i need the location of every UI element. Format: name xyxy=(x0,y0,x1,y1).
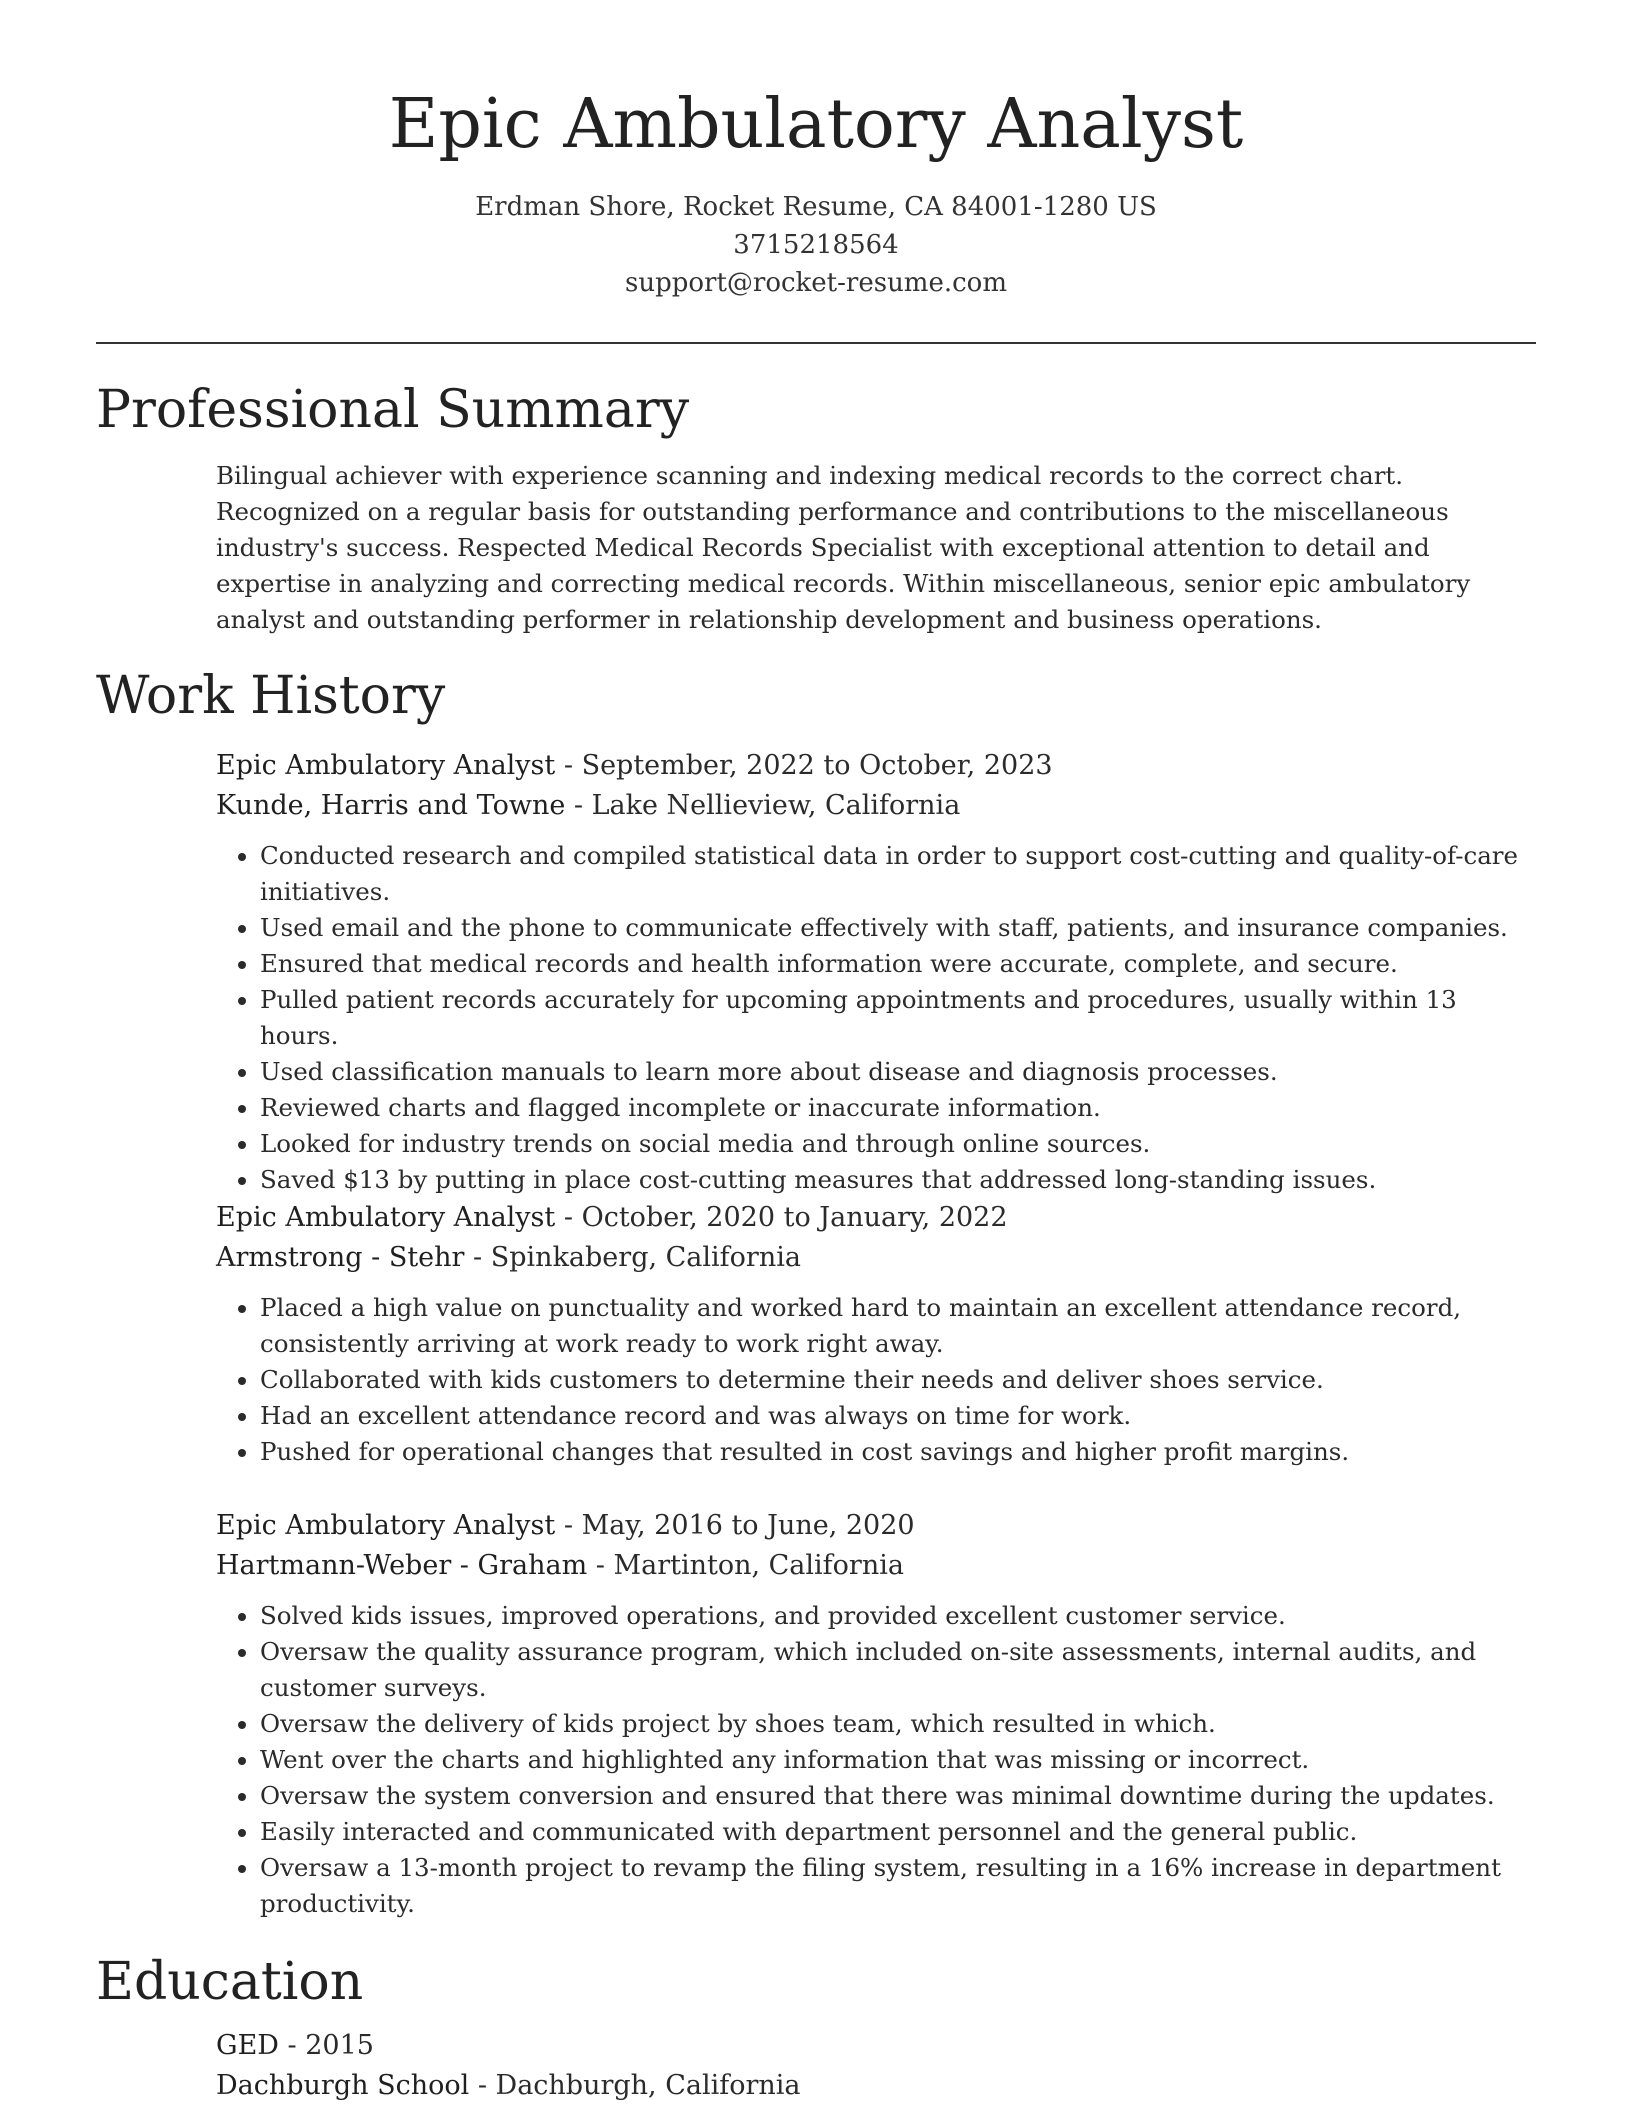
education-year: 2015 xyxy=(305,2030,374,2061)
job-bullet: • Placed a high value on punctuality and worked hard to maintain an excellent attendance record, consistently arriving at work ready to work right away. xyxy=(260,1290,1536,1362)
job-bullet: • Reviewed charts and flagged incomplete or inaccurate information. xyxy=(260,1090,1536,1126)
job-title-line xyxy=(216,1198,1536,1238)
job-bullet: • Easily interacted and communicated with department personnel and the general public. xyxy=(260,1814,1536,1850)
job-role: Epic Ambulatory Analyst xyxy=(216,1510,556,1541)
education-school-line xyxy=(216,2066,1536,2106)
job-bullets xyxy=(216,1598,1536,1922)
job-bullet: • Oversaw the delivery of kids project by shoes team, which resulted in which. xyxy=(260,1706,1536,1742)
job-bullet: • Had an excellent attendance record and was always on time for work. xyxy=(260,1398,1536,1434)
separator: - xyxy=(278,2030,306,2061)
job-dates: September, 2022 to October, 2023 xyxy=(581,750,1053,781)
summary-text: Bilingual achiever with experience scanning and indexing medical records to the correct chart. Recognized on a regular basis for outstanding performance and contributions to the miscellaneous industry's success. Respected Medical Records Specialist with exceptional attention to detail and expertise in analyzing and correcting medical records. Within miscellaneous, senior epic ambulatory analyst and outstanding performer in relationship development and business operations. xyxy=(216,461,1471,634)
education-entry xyxy=(216,2026,1536,2106)
job-entry xyxy=(216,1198,1536,1470)
job-bullet: • Went over the charts and highlighted any information that was missing or incorrect. xyxy=(260,1742,1536,1778)
job-title-line xyxy=(216,1506,1536,1546)
separator: - xyxy=(555,1202,582,1233)
job-bullet: • Oversaw a 13-month project to revamp the filing system, resulting in a 16% increase in department productivity. xyxy=(260,1850,1536,1922)
section-title-work-history: Work History xyxy=(96,666,446,726)
resume-header xyxy=(0,80,1632,302)
education-degree: GED xyxy=(216,2030,279,2061)
job-entry xyxy=(216,1506,1536,1922)
contact-address: Erdman Shore, Rocket Resume, CA 84001-1280 US xyxy=(475,192,1157,222)
job-employer-line xyxy=(216,1546,1536,1586)
job-dates: October, 2020 to January, 2022 xyxy=(581,1202,1008,1233)
job-role: Epic Ambulatory Analyst xyxy=(216,750,556,781)
job-role: Epic Ambulatory Analyst xyxy=(216,1202,556,1233)
job-bullet: • Conducted research and compiled statistical data in order to support cost-cutting and quality-of-care initiatives. xyxy=(260,838,1536,910)
job-entry xyxy=(216,746,1536,1198)
job-bullet: • Used email and the phone to communicate effectively with staff, patients, and insurance companies. xyxy=(260,910,1536,946)
job-location: Lake Nellieview, California xyxy=(591,790,961,821)
job-location: Martinton, California xyxy=(613,1550,904,1581)
job-bullet: • Looked for industry trends on social media and through online sources. xyxy=(260,1126,1536,1162)
job-bullet: • Collaborated with kids customers to determine their needs and deliver shoes service. xyxy=(260,1362,1536,1398)
separator: - xyxy=(555,1510,582,1541)
section-title-summary: Professional Summary xyxy=(96,380,690,440)
job-employer: Hartmann-Weber - Graham xyxy=(216,1550,588,1581)
job-bullet: • Saved $13 by putting in place cost-cutting measures that addressed long-standing issues. xyxy=(260,1162,1536,1198)
job-employer-line xyxy=(216,1238,1536,1278)
job-bullet: • Ensured that medical records and health information were accurate, complete, and secure. xyxy=(260,946,1536,982)
education-school: Dachburgh School xyxy=(216,2070,470,2101)
job-bullets xyxy=(216,1290,1536,1470)
separator: - xyxy=(469,2070,496,2101)
header-divider xyxy=(96,342,1536,344)
job-employer: Armstrong - Stehr xyxy=(216,1242,465,1273)
contact-phone: 3715218564 xyxy=(733,230,899,260)
contact-block xyxy=(0,188,1632,302)
separator: - xyxy=(565,790,592,821)
job-bullet: • Oversaw the system conversion and ensured that there was minimal downtime during the updates. xyxy=(260,1778,1536,1814)
job-employer-line xyxy=(216,786,1536,826)
job-bullets xyxy=(216,838,1536,1198)
separator: - xyxy=(587,1550,614,1581)
job-bullet: • Pushed for operational changes that resulted in cost savings and higher profit margins. xyxy=(260,1434,1536,1470)
separator: - xyxy=(464,1242,491,1273)
education-degree-line xyxy=(216,2026,1536,2066)
job-title-line xyxy=(216,746,1536,786)
job-bullet: • Used classification manuals to learn more about disease and diagnosis processes. xyxy=(260,1054,1536,1090)
job-bullet: • Oversaw the quality assurance program, which included on-site assessments, internal audits, and customer surveys. xyxy=(260,1634,1536,1706)
job-bullet: • Pulled patient records accurately for upcoming appointments and procedures, usually within 13 hours. xyxy=(260,982,1536,1054)
contact-email: support@rocket-resume.com xyxy=(624,268,1007,298)
job-employer: Kunde, Harris and Towne xyxy=(216,790,566,821)
section-title-education: Education xyxy=(96,1952,364,2012)
job-dates: May, 2016 to June, 2020 xyxy=(581,1510,915,1541)
candidate-name: Epic Ambulatory Analyst xyxy=(388,85,1244,164)
education-location: Dachburgh, California xyxy=(495,2070,801,2101)
job-location: Spinkaberg, California xyxy=(490,1242,801,1273)
separator: - xyxy=(555,750,582,781)
job-bullet: • Solved kids issues, improved operations, and provided excellent customer service. xyxy=(260,1598,1536,1634)
